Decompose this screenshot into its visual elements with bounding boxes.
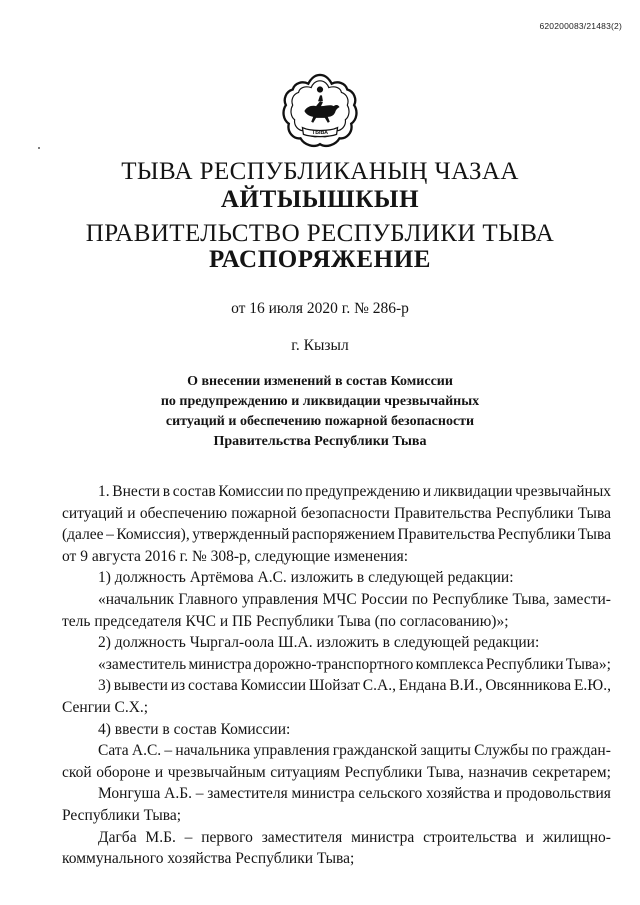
body-line: 2) должность Чыргал-оола Ш.А. изложить в следующей редакции: <box>98 634 540 652</box>
document-registration-code: 620200083/21483(2) <box>539 21 622 31</box>
title-line: ситуаций и обеспечению пожарной безопасности <box>165 414 475 429</box>
body-line: ситуаций и обеспечению пожарной безопасности Правительства Республики Тыва <box>62 504 611 522</box>
body-line: коммунального хозяйства Республики Тыва; <box>62 850 355 868</box>
body-line: Дагба М.Б. – первого заместителя министра строительства и жилищно- <box>98 828 611 846</box>
body-line: ской обороне и чрезвычайным ситуациям Республики Тыва, назначив секретарем; <box>62 763 611 781</box>
header-tyva-government: ТЫВА РЕСПУБЛИКАНЫҢ ЧАЗАА <box>121 158 519 185</box>
emblem-ribbon-text: ТЫВА <box>312 129 328 136</box>
header-russian-government: ПРАВИТЕЛЬСТВО РЕСПУБЛИКИ ТЫВА <box>85 220 555 247</box>
body-line: 1) должность Артёмова А.С. изложить в следующей редакции: <box>98 569 514 587</box>
title-line: Правительства Республики Тыва <box>213 434 427 449</box>
order-city: г. Кызыл <box>291 337 349 354</box>
scan-artifact-dot <box>38 147 40 149</box>
document-body <box>62 481 611 870</box>
body-line: 4) ввести в состав Комиссии: <box>98 720 291 738</box>
body-line: 1. Внести в состав Комиссии по предупреждению и ликвидации чрезвычайных <box>98 483 611 500</box>
header-russian-order-type: РАСПОРЯЖЕНИЕ <box>208 246 432 273</box>
body-line: Монгуша А.Б. – заместителя министра сельского хозяйства и продовольствия <box>98 785 611 803</box>
body-line: «заместитель министра дорожно-транспортного комплекса Республики Тыва»; <box>98 655 611 673</box>
body-line: (далее – Комиссия), утвержденный распоряжением Правительства Республики Тыва <box>62 526 611 544</box>
order-date-number: от 16 июля 2020 г. № 286-р <box>231 300 409 317</box>
body-line: «начальник Главного управления МЧС России по Республике Тыва, замести- <box>98 590 611 608</box>
body-line: Сата А.С. – начальника управления гражданской защиты Службы по граждан- <box>98 742 611 760</box>
body-line: 3) вывести из состава Комиссии Шойзат С.А., Ендана В.И., Овсянникова Е.Ю., <box>98 677 611 695</box>
title-line: О внесении изменений в состав Комиссии <box>187 374 453 389</box>
body-line: от 9 августа 2016 г. № 308-р, следующие изменения: <box>62 547 409 565</box>
body-line: тель председателя КЧС и ПБ Республики Тыва (по согласованию)»; <box>62 612 509 630</box>
header-tyva-order-type: АЙТЫЫШКЫН <box>220 186 420 213</box>
body-line: Сенгии С.Х.; <box>62 698 149 716</box>
tyva-coat-of-arms-emblem <box>281 72 359 150</box>
title-line: по предупреждению и ликвидации чрезвычайных <box>160 394 480 409</box>
document-title <box>120 372 520 452</box>
body-line: Республики Тыва; <box>62 806 182 824</box>
